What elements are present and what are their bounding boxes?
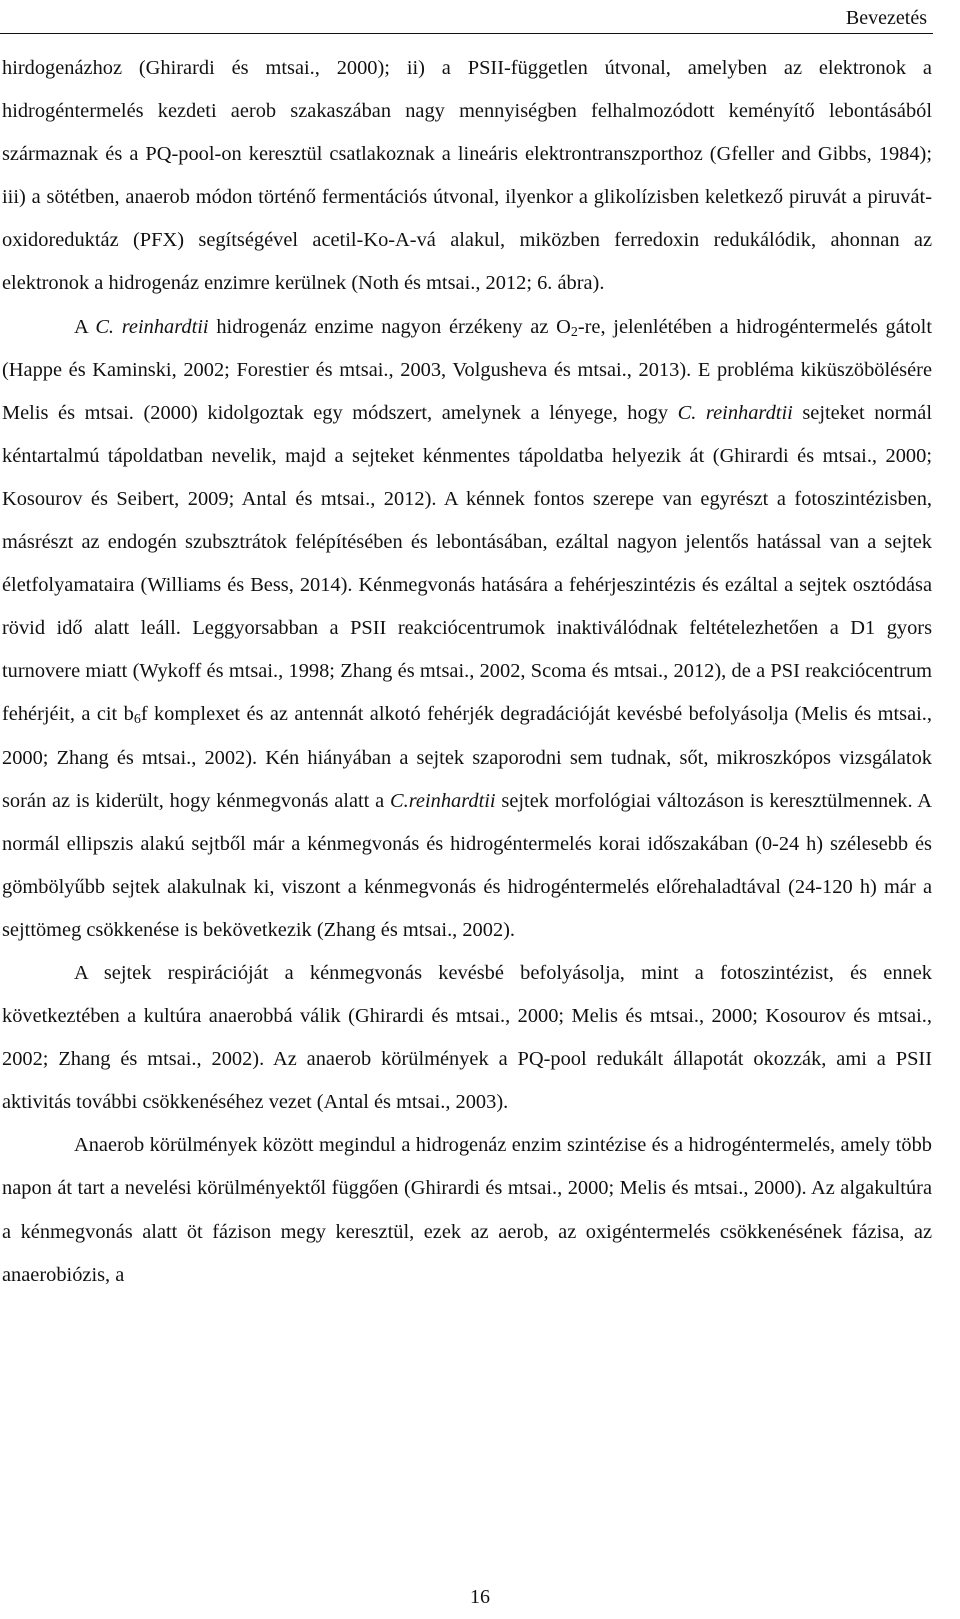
- header-rule: [0, 33, 933, 34]
- italic-text: C. reinhardtii: [95, 315, 209, 338]
- subscript-text: 2: [570, 324, 578, 340]
- text-run: hidrogenáz enzime nagyon érzékeny az O: [208, 315, 571, 338]
- text-run: A sejtek respirációját a kénmegvonás kevésbé befolyásolja, mint a fotoszintézist, és ennek következtében a kultúra anaerobbá válik (Ghirardi és mtsai., 2000; Melis és mtsai., 2000; Kosourov és mtsai., 2002; Zhang és mtsai., 2002). Az anaerob körülmények a PQ-pool redukált állapotát okozzák, ami a PSII aktivitás további csökkenéséhez vezet (Antal és mtsai., 2003).: [2, 961, 932, 1114]
- body-text: [2, 47, 932, 1297]
- text-run: hirdogenázhoz (Ghirardi és mtsai., 2000); ii) a PSII-független útvonal, amelyben az elektronok a hidrogéntermelés kezdeti aerob szakaszában nagy mennyiségben felhalmozódott keményítő lebontásából származnak és a PQ-pool-on keresztül csatlakoznak a lineáris elektrontranszporthoz (Gfeller and Gibbs, 1984); iii) a sötétben, anaerob módon történő fermentációs útvonal, ilyenkor a glikolízisben keletkező piruvát a piruvát-oxidoreduktáz (PFX) segítségével acetil-Ko-A-vá alakul, miközben ferredoxin redukálódik, ahonnan az elektronok a hidrogenáz enzimre kerülnek (Noth és mtsai., 2012; 6. ábra).: [2, 57, 932, 295]
- paragraph: [2, 1124, 932, 1296]
- page-header: [0, 0, 960, 36]
- text-run: -re, jelenlétében a hidrogéntermelés gátolt (Happe és Kaminski, 2002; Forestier és mtsai., 2003, Volgusheva és mtsai., 2013). E probléma kiküszöbölésére Melis és mtsai. (2000) kidolgoztak egy módszert, amelynek a lényege, hogy: [2, 315, 932, 424]
- paragraph: [2, 306, 932, 952]
- text-run: sejteket normál kéntartalmú tápoldatban nevelik, majd a sejteket kénmentes tápoldatba helyezik át (Ghirardi és mtsai., 2000; Kosourov és Seibert, 2009; Antal és mtsai., 2012). A kénnek fontos szerepe van egyrészt a fotoszintézisben, másrészt az endogén szubsztrátok felépítésében és lebontásában, ezáltal nagyon jelentős hatással van a sejtek életfolyamataira (Williams és Bess, 2014). Kénmegvonás hatására a fehérjeszintézis és ezáltal a sejtek osztódása rövid idő alatt leáll. Leggyorsabban a PSII reakciócentrumok inaktiválódnak feltételezhetően a D1 gyors turnovere miatt (Wykoff és mtsai., 1998; Zhang és mtsai., 2002, Scoma és mtsai., 2012), de a PSI reakciócentrum fehérjéit, a cit b: [2, 401, 932, 726]
- text-run: A: [74, 315, 96, 338]
- text-run: Anaerob körülmények között megindul a hidrogenáz enzim szintézise és a hidrogéntermelés, amely több napon át tart a nevelési körülményektől függően (Ghirardi és mtsai., 2000; Melis és mtsai., 2000). Az algakultúra a kénmegvonás alatt öt fázison megy keresztül, ezek az aerob, az oxigéntermelés csökkenésének fázisa, az anaerobiózis, a: [2, 1134, 932, 1286]
- italic-text: C. reinhardtii: [677, 401, 793, 424]
- page-number: 16: [470, 1586, 490, 1608]
- paragraph: [2, 952, 932, 1124]
- paragraph: [2, 47, 932, 306]
- text-run: sejtek morfológiai változáson is keresztülmennek. A normál ellipszis alakú sejtből már a kénmegvonás és hidrogéntermelés korai időszakában (0-24 h) szélesebb és gömbölyűbb sejtek alakulnak ki, viszont a kénmegvonás és hidrogéntermelés előrehaladtával (24-120 h) már a sejttömeg csökkenése is bekövetkezik (Zhang és mtsai., 2002).: [2, 789, 932, 941]
- italic-text: C.reinhardtii: [390, 789, 496, 812]
- text-run: f komplexet és az antennát alkotó fehérjék degradációját kevésbé befolyásolja (Melis és mtsai., 2000; Zhang és mtsai., 2002). Kén hiányában a sejtek szaporodni sem tudnak, sőt, mikroszkópos vizsgálatok során az is kiderült, hogy kénmegvonás alatt a: [2, 703, 932, 812]
- running-title: Bevezetés: [845, 7, 927, 29]
- subscript-text: 6: [133, 712, 141, 728]
